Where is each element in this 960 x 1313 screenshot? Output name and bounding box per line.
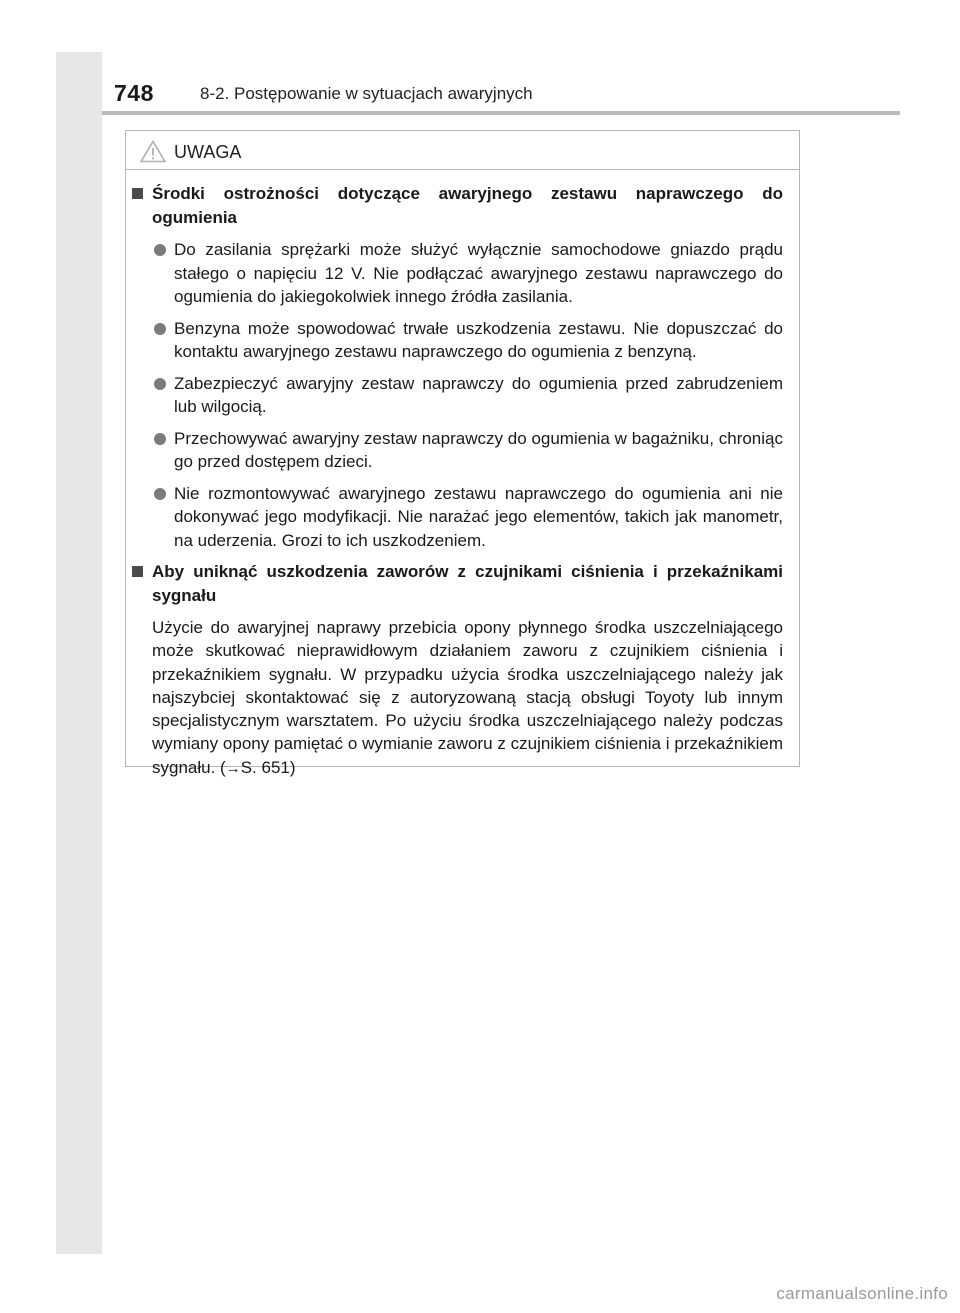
block-heading-text: Środki ostrożności dotyczące awaryjnego zestawu naprawczego do ogumienia bbox=[152, 184, 783, 227]
warning-triangle-icon bbox=[140, 140, 166, 163]
square-bullet-icon bbox=[132, 188, 143, 199]
list-item bbox=[154, 482, 783, 553]
list-item bbox=[154, 238, 783, 309]
list-item-text: Nie rozmontowywać awaryjnego zestawu naprawczego do ogumienia ani nie dokonywać jego modyfikacji. Nie narażać jego elementów, takich jak manometr, na uderzenia. Grozi to ich uszkodzeniem. bbox=[174, 483, 783, 550]
warning-header bbox=[126, 131, 799, 170]
block-heading bbox=[132, 560, 783, 608]
side-band bbox=[56, 52, 102, 1254]
warning-box bbox=[125, 130, 800, 777]
paragraph-text: Użycie do awaryjnej naprawy przebicia opony płynnego środka uszczelniającego może skutkować nieprawidłowym działaniem zaworu z czujnikiem ciśnienia i przekaźnikiem sygnału. W przypadku użycia środka uszczelniającego należy jak najszybciej skontaktować się z autoryzowaną stacją obsługi Toyoty lub innym specjalistycznym warsztatem. Po użyciu środka uszczelniającego należy podczas wymiany opony pamiętać o wymianie zaworu z czujnikiem ciśnienia i przekaźnikiem sygnału. ( bbox=[152, 618, 783, 777]
block-paragraph bbox=[152, 616, 783, 780]
warning-body bbox=[126, 170, 799, 780]
square-bullet-icon bbox=[132, 566, 143, 577]
page-reference-link[interactable]: S. 651) bbox=[240, 757, 296, 777]
block-kit-precautions bbox=[132, 182, 783, 552]
list-item-text: Zabezpieczyć awaryjny zestaw naprawczy do ogumienia przed zabrudzeniem lub wilgocią. bbox=[174, 373, 783, 416]
block-valve-protection bbox=[132, 560, 783, 780]
round-bullet-icon bbox=[154, 378, 166, 390]
round-bullet-icon bbox=[154, 488, 166, 500]
list-item bbox=[154, 427, 783, 474]
round-bullet-icon bbox=[154, 323, 166, 335]
block-heading-text: Aby uniknąć uszkodzenia zaworów z czujnikami ciśnienia i przekaźnikami sygnału bbox=[152, 562, 783, 605]
header-rule bbox=[102, 111, 900, 115]
list-item-text: Do zasilania sprężarki może służyć wyłącznie samochodowe gniazdo prądu stałego o napięciu 12 V. Nie podłączać awaryjnego zestawu naprawczego do ogumienia do jakiegokolwiek innego źródła zasilania. bbox=[174, 240, 783, 306]
section-title: 8-2. Postępowanie w sytuacjach awaryjnych bbox=[200, 84, 533, 103]
list-item-text: Przechowywać awaryjny zestaw naprawczy do ogumienia w bagażniku, chroniąc go przed dostępem dzieci. bbox=[174, 428, 783, 471]
watermark: carmanualsonline.info bbox=[776, 1284, 948, 1303]
page-number: 748 bbox=[114, 80, 154, 106]
arrow-right-icon: → bbox=[225, 759, 241, 777]
list-item bbox=[154, 372, 783, 419]
round-bullet-icon bbox=[154, 433, 166, 445]
round-bullet-icon bbox=[154, 244, 166, 256]
block-heading bbox=[132, 182, 783, 230]
list-item-text: Benzyna może spowodować trwałe uszkodzenia zestawu. Nie dopuszczać do kontaktu awaryjnego zestawu naprawczego do ogumienia z benzyną. bbox=[174, 318, 783, 361]
page-header bbox=[102, 52, 900, 112]
list-item bbox=[154, 317, 783, 364]
warning-title: UWAGA bbox=[174, 142, 242, 162]
